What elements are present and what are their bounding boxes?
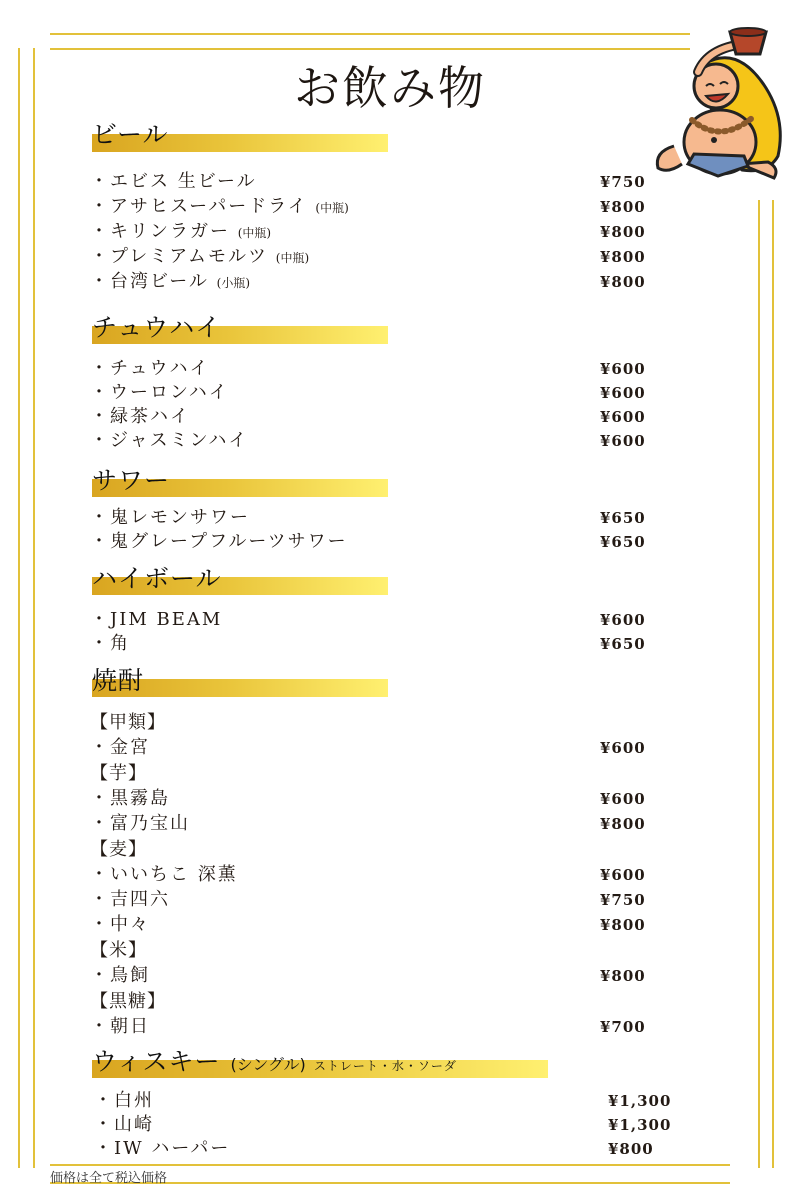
menu-row xyxy=(90,506,650,530)
top-rule-2 xyxy=(50,48,690,50)
section-title-highball: ハイボール xyxy=(92,564,222,593)
item-price: ¥750 xyxy=(600,891,646,909)
item-price: ¥600 xyxy=(600,739,646,757)
top-rule-1 xyxy=(50,33,690,35)
item-price: ¥800 xyxy=(600,967,646,985)
menu-row xyxy=(90,964,650,988)
item-name: ・朝日 xyxy=(90,1016,150,1037)
menu-row xyxy=(90,170,650,194)
whisky-title: ウィスキー xyxy=(92,1047,221,1076)
item-price: ¥600 xyxy=(600,866,646,884)
menu-row xyxy=(90,245,650,269)
menu-row xyxy=(90,888,650,912)
right-rule-2 xyxy=(772,200,774,1168)
item-name: ・台湾ビール (小瓶) xyxy=(90,271,251,292)
item-name: ・山崎 xyxy=(94,1114,154,1135)
menu-row xyxy=(90,195,650,219)
menu-row xyxy=(90,812,650,836)
menu-row xyxy=(90,405,650,429)
item-name: ・鳥飼 xyxy=(90,965,150,986)
item-name: ・白州 xyxy=(94,1090,154,1111)
item-price: ¥600 xyxy=(600,384,646,402)
item-price: ¥700 xyxy=(600,1018,646,1036)
item-price: ¥1,300 xyxy=(608,1092,672,1110)
section-title-sour: サワー xyxy=(92,466,171,495)
item-price: ¥650 xyxy=(600,635,646,653)
item-price: ¥600 xyxy=(600,790,646,808)
menu-row xyxy=(94,1137,654,1161)
left-rule-1 xyxy=(18,48,20,1168)
item-name: ・鬼レモンサワー xyxy=(90,507,250,528)
menu-row xyxy=(90,381,650,405)
section-title-whisky xyxy=(92,1047,457,1081)
item-name: ・鬼グレープフルーツサワー xyxy=(90,531,348,552)
menu-row xyxy=(90,787,650,811)
page-title: お飲み物 xyxy=(294,61,486,115)
item-name: ・ウーロンハイ xyxy=(90,382,229,403)
category-label: 【芋】 xyxy=(90,763,147,784)
item-price: ¥800 xyxy=(608,1140,654,1158)
item-price: ¥600 xyxy=(600,360,646,378)
item-name: ・緑茶ハイ xyxy=(90,406,190,427)
whisky-subtitle: (シングル) xyxy=(230,1055,306,1074)
category-label: 【米】 xyxy=(90,940,147,961)
item-name: ・吉四六 xyxy=(90,889,170,910)
item-name: ・チュウハイ xyxy=(90,358,210,379)
item-price: ¥650 xyxy=(600,533,646,551)
item-price: ¥600 xyxy=(600,408,646,426)
item-name: ・IW ハーパー xyxy=(94,1138,231,1159)
hotei-mascot-icon xyxy=(648,24,788,186)
menu-row xyxy=(90,220,650,244)
item-name: ・ジャスミンハイ xyxy=(90,430,249,451)
item-price: ¥800 xyxy=(600,223,646,241)
item-price: ¥1,300 xyxy=(608,1116,672,1134)
item-name: ・角 xyxy=(90,633,130,654)
item-name: ・エビス 生ビール xyxy=(90,171,257,192)
item-name: ・金宮 xyxy=(90,737,150,758)
item-name: ・いいちこ 深薫 xyxy=(90,864,238,885)
menu-row xyxy=(90,270,650,294)
menu-row xyxy=(94,1113,672,1137)
item-price: ¥800 xyxy=(600,248,646,266)
section-title-chuhai: チュウハイ xyxy=(92,313,222,342)
item-name: ・JIM BEAM xyxy=(90,609,223,630)
item-name: ・プレミアムモルツ (中瓶) xyxy=(90,246,310,267)
item-price: ¥600 xyxy=(600,432,646,450)
item-name: ・富乃宝山 xyxy=(90,813,190,834)
menu-row xyxy=(90,357,650,381)
menu-row xyxy=(90,863,650,887)
category-label: 【黒糖】 xyxy=(90,991,166,1012)
menu-row xyxy=(90,1015,650,1039)
right-rule-1 xyxy=(758,200,760,1168)
item-price: ¥800 xyxy=(600,198,646,216)
item-price: ¥800 xyxy=(600,815,646,833)
left-rule-2 xyxy=(33,48,35,1168)
item-price: ¥600 xyxy=(600,611,646,629)
category-label: 【甲類】 xyxy=(90,712,166,733)
item-price: ¥800 xyxy=(600,916,646,934)
tax-note: 価格は全て税込価格 xyxy=(50,1171,168,1186)
item-name: ・キリンラガー (中瓶) xyxy=(90,221,272,242)
menu-row xyxy=(90,632,650,656)
item-price: ¥750 xyxy=(600,173,646,191)
menu-row xyxy=(90,736,650,760)
section-title-shochu: 焼酎 xyxy=(92,666,145,695)
menu-row xyxy=(90,530,650,554)
item-name: ・黒霧島 xyxy=(90,788,170,809)
item-price: ¥650 xyxy=(600,509,646,527)
menu-row xyxy=(94,1089,672,1113)
category-label: 【麦】 xyxy=(90,839,147,860)
item-price: ¥800 xyxy=(600,273,646,291)
whisky-serving-styles: ストレート・水・ソーダ xyxy=(313,1059,457,1073)
bottom-rule-1 xyxy=(50,1164,730,1166)
item-name: ・中々 xyxy=(90,914,150,935)
menu-row xyxy=(90,429,650,453)
menu-row xyxy=(90,913,650,937)
section-title-beer: ビール xyxy=(92,120,169,149)
menu-row xyxy=(90,608,650,632)
item-name: ・アサヒスーパードライ (中瓶) xyxy=(90,196,349,217)
